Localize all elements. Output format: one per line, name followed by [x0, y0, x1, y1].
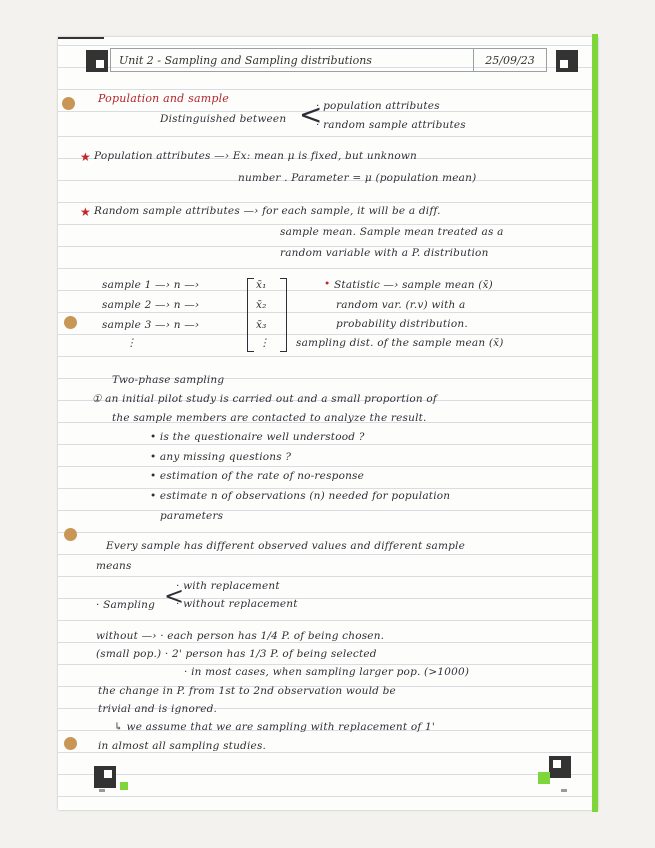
bullet-icon: • [324, 278, 331, 290]
corner-mark-icon [94, 766, 116, 788]
gray-mark [99, 789, 105, 792]
statistic-note: sampling dist. of the sample mean (x̄) [296, 337, 504, 349]
bracket-right [280, 278, 287, 352]
sample-row: sample 2 —› n —› [102, 299, 200, 311]
binder-hole [64, 316, 77, 329]
statistic-note: random var. (r.v) with a [336, 299, 466, 311]
without-line: trivial and is ignored. [98, 703, 218, 715]
two-phase-line: the sample members are contacted to analyze the result. [112, 412, 427, 424]
two-phase-heading: Two-phase sampling [112, 374, 225, 386]
brace-icon: < [164, 582, 185, 610]
sample-mean: x̄₁ [256, 279, 267, 291]
page-edge [592, 34, 598, 812]
two-phase-bullet: • any missing questions ? [150, 451, 292, 463]
binder-hole [62, 97, 75, 110]
random-attributes-line: random variable with a P. distribution [280, 247, 489, 259]
two-phase-bullet: • is the questionaire well understood ? [150, 431, 365, 443]
top-rule [58, 37, 104, 39]
statistic-note: probability distribution. [336, 318, 468, 330]
attribute-item: · random sample attributes [316, 119, 466, 131]
section-heading: Population and sample [98, 92, 230, 105]
every-sample-line: Every sample has different observed values and different sample [106, 540, 466, 552]
population-attributes-line: number . Parameter = μ (population mean) [238, 172, 477, 184]
binder-hole [64, 528, 77, 541]
two-phase-line: ① an initial pilot study is carried out and a small proportion of [92, 393, 438, 405]
two-phase-bullet: • estimate n of observations (n) needed for population [150, 490, 451, 502]
random-attributes-line: sample mean. Sample mean treated as a [280, 226, 504, 238]
attribute-item: · population attributes [316, 100, 440, 112]
population-attributes-line: Population attributes —› Ex: mean μ is fixed, but unknown [94, 150, 417, 162]
sampling-option: · with replacement [176, 580, 280, 592]
unit-title: Unit 2 - Sampling and Sampling distributions [119, 53, 372, 67]
sampling-label: · Sampling [96, 599, 156, 611]
corner-mark-icon [86, 50, 108, 72]
random-attributes-line: Random sample attributes —› for each sample, it will be a diff. [94, 205, 441, 217]
page-header [110, 48, 547, 72]
without-line: ↳ we assume that we are sampling with replacement of 1' [114, 721, 435, 733]
statistic-note: Statistic —› sample mean (x̄) [334, 279, 493, 291]
without-line: the change in P. from 1st to 2nd observation would be [98, 685, 396, 697]
gray-mark [561, 789, 567, 792]
brace-icon: < [299, 98, 323, 131]
bracket-left [247, 278, 254, 352]
star-icon: ★ [80, 205, 91, 219]
sample-mean: ⋮ [259, 337, 270, 349]
two-phase-bullet: parameters [160, 510, 224, 522]
without-line: (small pop.) · 2' person has 1/3 P. of being selected [96, 648, 377, 660]
corner-mark-icon [549, 756, 571, 778]
corner-mark-icon [556, 50, 578, 72]
page-date: 25/09/23 [473, 49, 546, 71]
sampling-option: · without replacement [176, 598, 298, 610]
sample-row: sample 1 —› n —› [102, 279, 200, 291]
distinguish-text: Distinguished between [160, 113, 287, 125]
green-mark [538, 772, 550, 784]
star-icon: ★ [80, 150, 91, 164]
without-line: in almost all sampling studies. [98, 740, 267, 752]
without-line: without —› · each person has 1/4 P. of being chosen. [96, 630, 385, 642]
binder-hole [64, 737, 77, 750]
two-phase-bullet: • estimation of the rate of no-response [150, 470, 365, 482]
sample-mean: x̄₃ [256, 319, 267, 331]
sample-row: ⋮ [126, 337, 137, 349]
sample-row: sample 3 —› n —› [102, 319, 200, 331]
every-sample-line: means [96, 560, 132, 572]
sample-mean: x̄₂ [256, 299, 267, 311]
without-line: · in most cases, when sampling larger pop. (>1000) [184, 666, 470, 678]
green-mark [120, 782, 128, 790]
